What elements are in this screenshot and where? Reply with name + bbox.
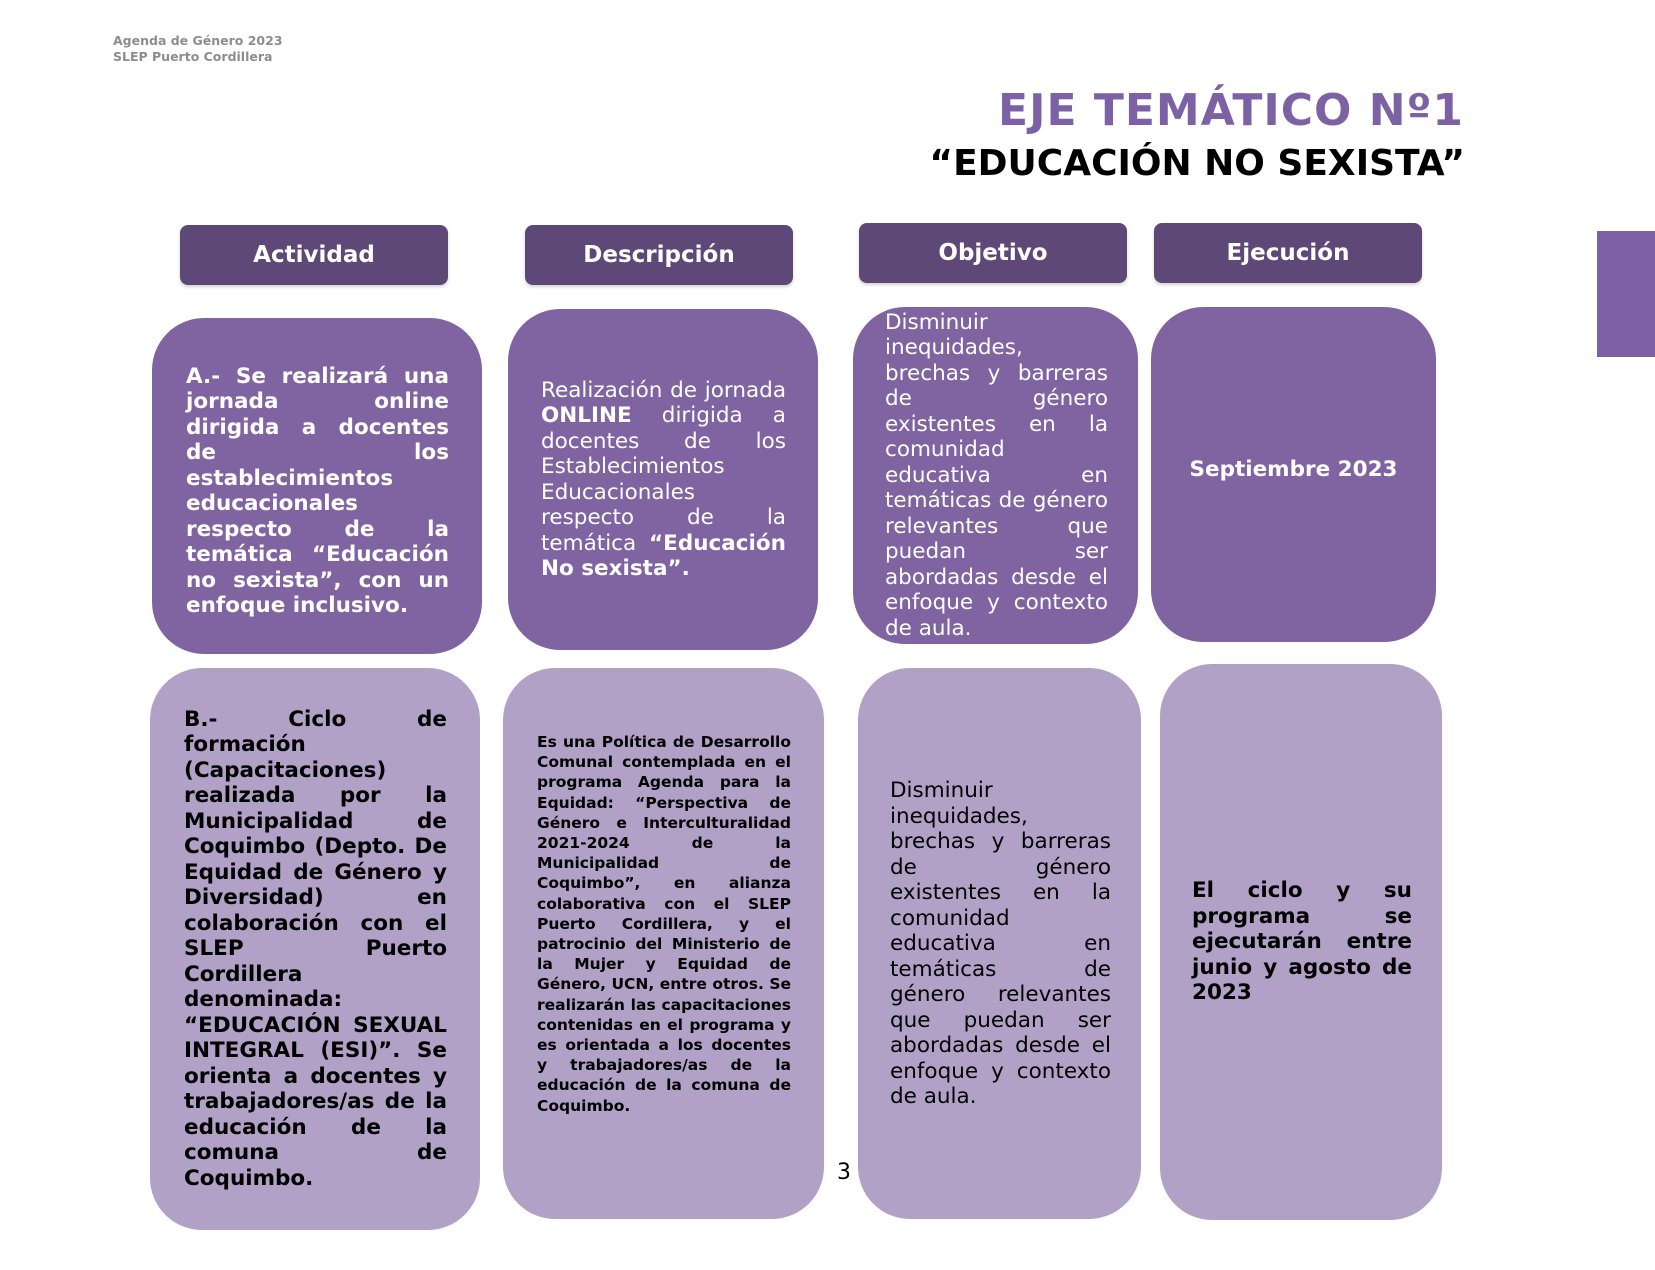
page-subtitle: “EDUCACIÓN NO SEXISTA” — [929, 143, 1465, 184]
card-a-actividad — [152, 318, 482, 654]
card-a-descripcion — [508, 309, 818, 650]
card-a-objetivo — [853, 307, 1138, 644]
card-b-descripcion-text: Es una Política de Desarrollo Comunal contemplada en el programa Agenda para la Equidad: “Perspectiva de Género e Interculturalidad 2021-2024 de la Municipalidad de Coquimbo”, en alianza colaborativa con el SLEP Puerto Cordillera, y el patrocinio del Ministerio de la Mujer y Equidad de Género, UCN, entre otros. Se realizarán las capacitaciones contenidas en el programa y es orientada a los docentes y trabajadores/as de la educación de la comuna de Coquimbo. — [537, 733, 791, 1115]
column-header-actividad: Actividad — [180, 225, 448, 285]
page-title: EJE TEMÁTICO Nº1 — [998, 85, 1464, 136]
desc-a-part1: Realización de jornada — [541, 377, 786, 403]
card-b-actividad — [150, 668, 480, 1230]
desc-a-part2: dirigida a docentes de los Establecimientos Educacionales respecto de la temática — [541, 403, 786, 556]
desc-a-strong-online: ONLINE — [541, 403, 632, 428]
card-b-ejecucion-text: El ciclo y su programa se ejecutarán entre junio y agosto de 2023 — [1192, 878, 1412, 1005]
header-line-agenda: Agenda de Género 2023 — [113, 33, 283, 48]
card-b-objetivo — [858, 668, 1141, 1219]
card-a-ejecucion-text: Septiembre 2023 — [1189, 457, 1398, 482]
card-a-ejecucion — [1151, 307, 1436, 642]
card-b-ejecucion — [1160, 664, 1442, 1220]
column-header-objetivo: Objetivo — [859, 223, 1127, 283]
card-a-objetivo-text: Disminuir inequidades, brechas y barreras de género existentes en la comunidad educativa en temáticas de género relevantes que puedan ser abordadas desde el enfoque y contexto de aula. — [885, 309, 1108, 641]
page-number: 3 — [837, 1160, 851, 1185]
card-b-descripcion — [503, 668, 824, 1219]
card-b-actividad-text: B.- Ciclo de formación (Capacitaciones) realizada por la Municipalidad de Coquimbo (Depto. De Equidad de Género y Diversidad) en colaboración con el SLEP Puerto Cordillera denominada: “EDUCACIÓN SEXUAL INTEGRAL (ESI)”. Se orienta a docentes y trabajadores/as de la educación de la comuna de Coquimbo. — [184, 706, 447, 1191]
desc-a-strong-tema: “Educación No sexista”. — [541, 530, 786, 581]
document-header — [113, 33, 283, 65]
card-a-actividad-text: A.- Se realizará una jornada online dirigida a docentes de los establecimientos educacionales respecto de la temática “Educación no sexista”, con un enfoque inclusivo. — [186, 363, 449, 618]
card-a-descripcion-text — [541, 378, 786, 582]
column-header-descripcion: Descripción — [525, 225, 793, 285]
column-header-ejecucion: Ejecución — [1154, 223, 1422, 283]
side-accent-tab — [1597, 231, 1655, 357]
header-line-slep: SLEP Puerto Cordillera — [113, 49, 273, 64]
card-b-objetivo-text: Disminuir inequidades, brechas y barreras de género existentes en la comunidad educativa en temáticas de género relevantes que puedan ser abordadas desde el enfoque y contexto de aula. — [890, 778, 1111, 1109]
